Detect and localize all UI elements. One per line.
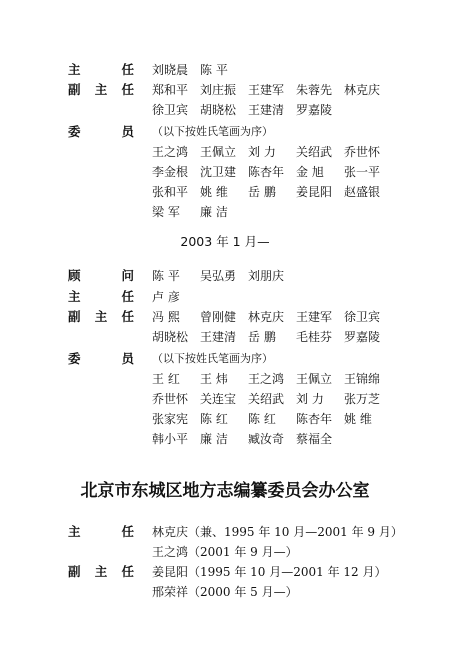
role-char: 主 bbox=[68, 289, 81, 304]
person-name: 廉 洁 bbox=[200, 205, 228, 219]
person-name: 梁 军 bbox=[152, 205, 180, 219]
s2-members-names-2 bbox=[152, 389, 392, 409]
person-name: 林克庆 bbox=[344, 83, 381, 97]
person-name: 岳 鹏 bbox=[248, 185, 276, 199]
office-director-row bbox=[0, 522, 450, 542]
s2-deputy-names-2 bbox=[152, 327, 392, 347]
role-char: 员 bbox=[121, 351, 134, 366]
person-name: 冯 熙 bbox=[152, 310, 180, 324]
person-name: 朱蓉先 bbox=[296, 83, 333, 97]
person-name: 李金根 bbox=[152, 165, 189, 179]
s1-director-row bbox=[0, 60, 450, 80]
s2-director-row bbox=[0, 287, 450, 307]
s2-director-role bbox=[68, 287, 134, 307]
office-deputy-role bbox=[68, 562, 134, 582]
person-name: 金 旭 bbox=[296, 165, 324, 179]
s1-deputy-role bbox=[68, 80, 134, 100]
office-director-line-1: 林克庆（兼、1995 年 10 月—2001 年 9 月） bbox=[152, 525, 403, 539]
person-name: 陈 红 bbox=[248, 412, 276, 426]
role-char: 主 bbox=[68, 62, 81, 77]
s2-deputy-names-1 bbox=[152, 307, 392, 327]
role-char: 主 bbox=[94, 564, 108, 579]
role-char: 副 bbox=[68, 82, 81, 97]
role-char: 主 bbox=[94, 309, 108, 324]
person-name: 刘庄振 bbox=[200, 83, 237, 97]
s1-director-names bbox=[152, 60, 248, 80]
role-char: 任 bbox=[121, 289, 134, 304]
person-name: 王 红 bbox=[152, 372, 180, 386]
person-name: 陈 红 bbox=[200, 412, 228, 426]
role-char: 任 bbox=[121, 564, 134, 579]
role-char: 任 bbox=[121, 62, 134, 77]
person-name: 卢 彦 bbox=[152, 290, 180, 304]
office-director-role bbox=[68, 522, 134, 542]
person-name: 徐卫宾 bbox=[344, 310, 381, 324]
s2-members-row-1 bbox=[0, 369, 450, 389]
office-director-line-2: 王之鸿（2001 年 9 月—） bbox=[152, 545, 298, 559]
person-name: 王建军 bbox=[296, 310, 333, 324]
s2-advisor-names bbox=[152, 266, 296, 286]
s1-members-row-2 bbox=[0, 162, 450, 182]
s1-director-role bbox=[68, 60, 134, 80]
s2-members-names-4 bbox=[152, 429, 344, 449]
person-name: 刘朋庆 bbox=[248, 269, 285, 283]
s2-members-row bbox=[0, 349, 450, 369]
s1-deputy-names-1 bbox=[152, 80, 392, 100]
person-name: 王建清 bbox=[200, 330, 237, 344]
person-name: 胡晓松 bbox=[200, 103, 237, 117]
person-name: 关连宝 bbox=[200, 392, 237, 406]
person-name: 王佩立 bbox=[200, 145, 237, 159]
s2-deputy-row bbox=[0, 307, 450, 327]
person-name: 毛桂芬 bbox=[296, 330, 333, 344]
person-name: 张和平 bbox=[152, 185, 189, 199]
person-name: 曾刚健 bbox=[200, 310, 237, 324]
s1-deputy-row bbox=[0, 80, 450, 100]
s1-members-row-3 bbox=[0, 182, 450, 202]
s2-deputy-role bbox=[68, 307, 134, 327]
s2-members-role bbox=[68, 349, 134, 369]
person-name: 张家宪 bbox=[152, 412, 189, 426]
role-char: 主 bbox=[94, 82, 108, 97]
s2-members-names-1 bbox=[152, 369, 392, 389]
person-name: 王佩立 bbox=[296, 372, 333, 386]
role-char: 副 bbox=[68, 564, 81, 579]
person-name: 陈杏年 bbox=[296, 412, 333, 426]
s1-members-row bbox=[0, 122, 450, 142]
s1-members-note: （以下按姓氏笔画为序） bbox=[152, 125, 273, 138]
s1-members-row-1 bbox=[0, 142, 450, 162]
office-deputy-line-2: 邢荣祥（2000 年 5 月—） bbox=[152, 585, 298, 599]
person-name: 林克庆 bbox=[248, 310, 285, 324]
person-name: 姚 维 bbox=[200, 185, 228, 199]
s2-members-row-3 bbox=[0, 409, 450, 429]
period-heading: 2003 年 1 月— bbox=[180, 234, 270, 249]
person-name: 岳 鹏 bbox=[248, 330, 276, 344]
s2-advisor-role bbox=[68, 266, 134, 286]
s1-members-names-1 bbox=[152, 142, 392, 162]
role-char: 副 bbox=[68, 309, 81, 324]
person-name: 王之鸿 bbox=[248, 372, 285, 386]
person-name: 臧汝奇 bbox=[248, 432, 285, 446]
person-name: 韩小平 bbox=[152, 432, 189, 446]
person-name: 刘 力 bbox=[248, 145, 276, 159]
role-char: 主 bbox=[68, 524, 81, 539]
person-name: 罗嘉陵 bbox=[344, 330, 381, 344]
s1-members-names-3 bbox=[152, 182, 392, 202]
person-name: 陈 平 bbox=[152, 269, 180, 283]
s1-members-row-4 bbox=[0, 202, 450, 222]
s1-members-role bbox=[68, 122, 134, 142]
person-name: 陈 平 bbox=[200, 63, 228, 77]
person-name: 沈卫建 bbox=[200, 165, 237, 179]
person-name: 王 炜 bbox=[200, 372, 228, 386]
person-name: 乔世怀 bbox=[152, 392, 189, 406]
person-name: 关绍武 bbox=[296, 145, 333, 159]
person-name: 廉 洁 bbox=[200, 432, 228, 446]
s2-members-note: （以下按姓氏笔画为序） bbox=[152, 352, 273, 365]
role-char: 员 bbox=[121, 124, 134, 139]
person-name: 张一平 bbox=[344, 165, 381, 179]
s2-advisor-row bbox=[0, 266, 450, 286]
s2-members-names-3 bbox=[152, 409, 392, 429]
person-name: 乔世怀 bbox=[344, 145, 381, 159]
person-name: 王建清 bbox=[248, 103, 285, 117]
person-name: 刘晓晨 bbox=[152, 63, 189, 77]
person-name: 王建军 bbox=[248, 83, 285, 97]
person-name: 郑和平 bbox=[152, 83, 189, 97]
office-deputy-row bbox=[0, 562, 450, 582]
person-name: 王锦绵 bbox=[344, 372, 381, 386]
s1-members-names-4 bbox=[152, 202, 248, 222]
person-name: 张万芝 bbox=[344, 392, 381, 406]
person-name: 徐卫宾 bbox=[152, 103, 189, 117]
role-char: 任 bbox=[121, 82, 134, 97]
s2-director-names bbox=[152, 287, 200, 307]
role-char: 顾 bbox=[68, 268, 81, 283]
s1-members-names-2 bbox=[152, 162, 392, 182]
person-name: 赵盛银 bbox=[344, 185, 381, 199]
office-deputy-row-2 bbox=[0, 582, 450, 602]
person-name: 罗嘉陵 bbox=[296, 103, 333, 117]
office-director-row-2 bbox=[0, 542, 450, 562]
s2-deputy-row-2 bbox=[0, 327, 450, 347]
s2-members-row-2 bbox=[0, 389, 450, 409]
role-char: 问 bbox=[121, 268, 134, 283]
person-name: 吴弘勇 bbox=[200, 269, 237, 283]
person-name: 姜昆阳 bbox=[296, 185, 333, 199]
s1-deputy-names-2 bbox=[152, 100, 344, 120]
office-deputy-line-1: 姜昆阳（1995 年 10 月—2001 年 12 月） bbox=[152, 565, 387, 579]
office-title: 北京市东城区地方志编纂委员会办公室 bbox=[80, 481, 370, 501]
role-char: 委 bbox=[68, 124, 81, 139]
role-char: 委 bbox=[68, 351, 81, 366]
role-char: 任 bbox=[121, 309, 134, 324]
person-name: 关绍武 bbox=[248, 392, 285, 406]
s2-members-row-4 bbox=[0, 429, 450, 449]
person-name: 蔡福全 bbox=[296, 432, 333, 446]
person-name: 刘 力 bbox=[296, 392, 324, 406]
s1-deputy-row-2 bbox=[0, 100, 450, 120]
person-name: 姚 维 bbox=[344, 412, 372, 426]
person-name: 王之鸿 bbox=[152, 145, 189, 159]
person-name: 胡晓松 bbox=[152, 330, 189, 344]
role-char: 任 bbox=[121, 524, 134, 539]
person-name: 陈杏年 bbox=[248, 165, 285, 179]
